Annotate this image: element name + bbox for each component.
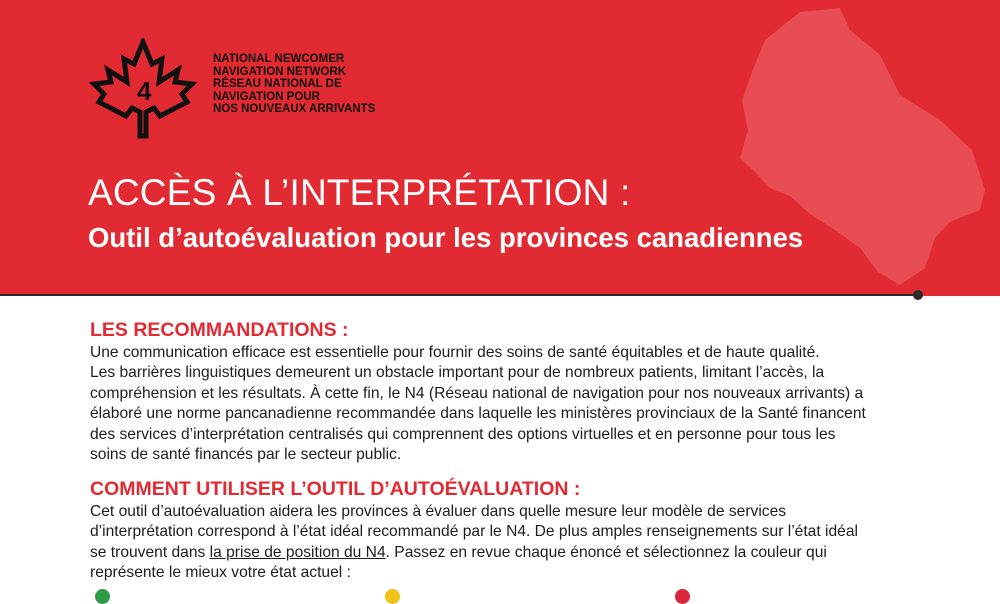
position-paper-link[interactable]: la prise de position du N4: [209, 543, 386, 561]
org-name-fr-line1: RÉSEAU NATIONAL DE: [213, 78, 342, 90]
org-name-en-line2: NAVIGATION NETWORK: [213, 65, 347, 78]
org-name-fr-line3: NOS NOUVEAUX ARRIVANTS: [213, 103, 376, 115]
howto-line: Cet outil d’autoévaluation aidera les provinces à évaluer dans quelle mesure leur modèle de services: [90, 503, 787, 520]
page-title: ACCÈS À L’INTERPRÉTATION :: [88, 172, 631, 213]
recommendations-line: soins de santé financés par le secteur public.: [90, 446, 402, 464]
recommendations-line: Une communication efficace est essentielle pour fournir des soins de santé équitables et de haute qualité.: [90, 344, 820, 361]
red-status-icon: [675, 589, 690, 604]
recommendations-line: des services d’interprétation centralisés qui comprennent des options virtuelles et en personne pour tous les: [90, 425, 836, 443]
howto-line: d’interprétation correspond à l’état idéal recommandé par le N4. De plus amples renseignements sur l’état idéal: [90, 523, 858, 541]
divider-end-dot: [913, 290, 923, 300]
legend-red: [675, 589, 690, 604]
maple-leaf-logo-icon: [86, 38, 201, 140]
recommendations-line: élaboré une norme pancanadienne recommandée dans laquelle les ministères provinciaux de la Santé financent: [90, 405, 866, 423]
legend-green: [95, 589, 110, 604]
org-name-fr-line2: NAVIGATION POUR: [213, 90, 320, 103]
legend-yellow: [385, 589, 400, 604]
recommendations-line: Les barrières linguistiques demeurent un obstacle important pour de nombreux patients, limitant l’accès, la: [90, 364, 825, 382]
page-subtitle: Outil d’autoévaluation pour les provinces canadiennes: [88, 222, 804, 253]
recommendations-paragraph: [90, 343, 920, 465]
green-status-icon: [95, 589, 110, 604]
howto-line: [90, 543, 920, 563]
header-divider: [0, 294, 916, 296]
howto-paragraph: [90, 502, 920, 584]
yellow-status-icon: [385, 589, 400, 604]
howto-line-text: . Passez en revue chaque énoncé et sélectionnez la couleur qui: [385, 543, 827, 561]
logo-number: 4: [137, 76, 152, 106]
howto-heading: COMMENT UTILISER L’OUTIL D’AUTOÉVALUATION :: [90, 478, 581, 500]
recommendations-line: compréhension et les résultats. À cette fin, le N4 (Réseau national de navigation pour nos nouveaux arrivants) a: [90, 384, 864, 402]
organization-name: [213, 53, 375, 116]
howto-line-text: se trouvent dans: [90, 543, 210, 561]
howto-line: représente le mieux votre état actuel :: [90, 564, 351, 582]
header-banner: [0, 0, 1000, 296]
org-name-en-line1: NATIONAL NEWCOMER: [213, 53, 345, 65]
recommendations-heading: LES RECOMMANDATIONS :: [90, 319, 349, 341]
